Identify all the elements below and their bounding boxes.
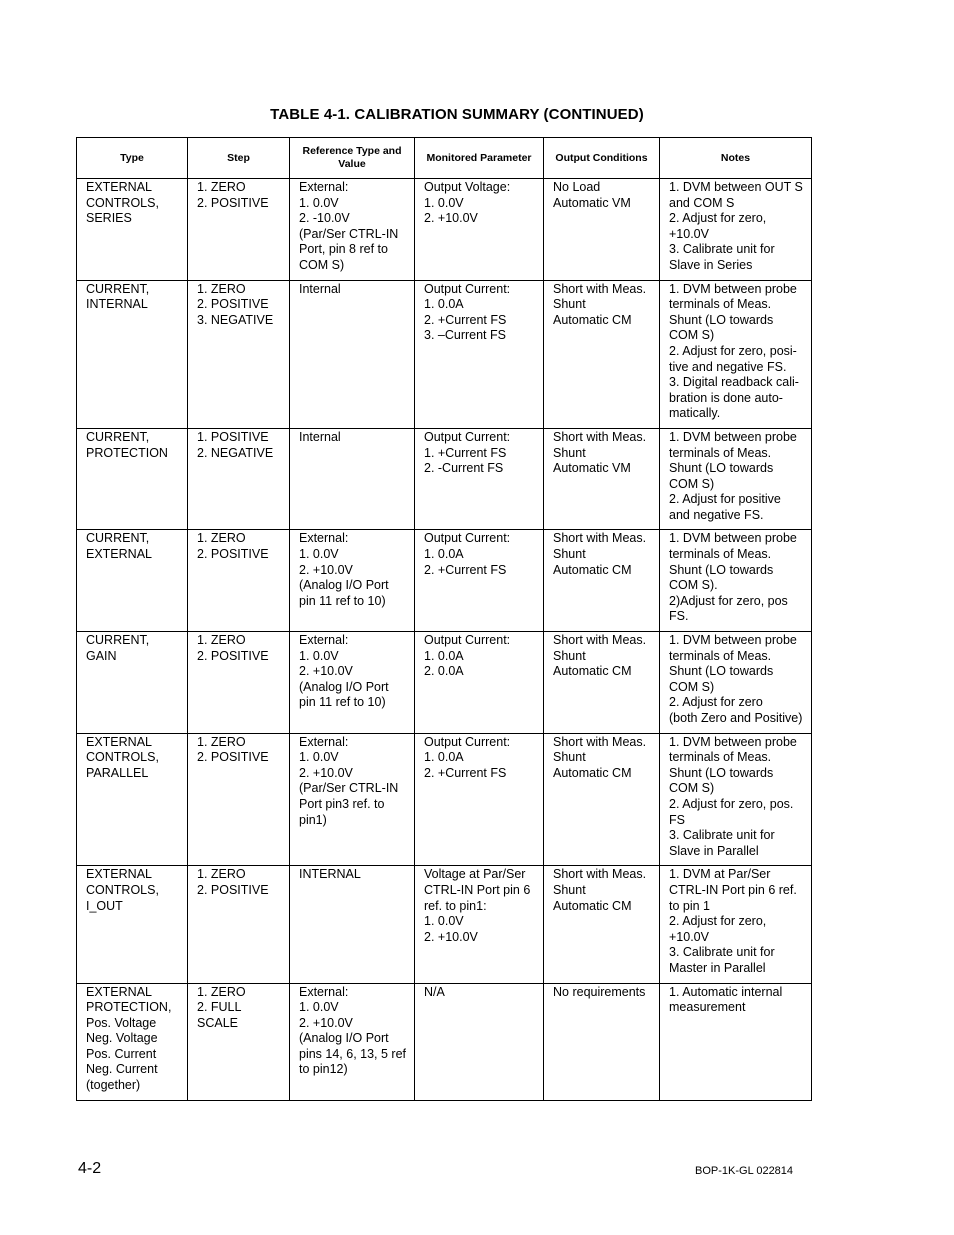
cell-text-line: (Analog I/O Port [299, 679, 389, 694]
cell-text-line: terminals of Meas. [669, 445, 772, 460]
cell-text-line: pin1) [299, 812, 327, 827]
cell-text-line: 1. DVM between probe [669, 281, 797, 296]
cell-type [77, 983, 188, 1100]
header-reference: Reference Type and Value [290, 138, 415, 179]
cell-text-line: Slave in Parallel [669, 843, 759, 858]
cell-output-conditions [544, 280, 660, 428]
cell-text-line: Automatic CM [553, 898, 632, 913]
cell-text-line: INTERNAL [299, 867, 361, 882]
cell-text-line: 1. DVM between probe [669, 531, 797, 546]
cell-text-line: Output Voltage: [424, 180, 511, 194]
table-row [77, 530, 812, 632]
cell-text-line: 1. ZERO [197, 633, 246, 648]
cell-text-line: +10.0V [669, 226, 709, 241]
cell-reference [290, 280, 415, 428]
cell-text-line: EXTERNAL [86, 984, 152, 999]
cell-step [188, 983, 290, 1100]
cell-text-line: Internal [299, 281, 341, 296]
cell-text-line: 1. 0.0A [424, 750, 464, 765]
cell-text-line: 1. 0.0A [424, 648, 464, 663]
cell-monitored-parameter [415, 983, 544, 1100]
cell-notes [660, 632, 812, 734]
cell-step [188, 530, 290, 632]
cell-text-line: +10.0V [669, 929, 709, 944]
table-header-row [77, 138, 812, 179]
cell-text-line: N/A [424, 984, 445, 999]
cell-text-line: (Par/Ser CTRL-IN [299, 226, 399, 241]
cell-notes [660, 179, 812, 281]
cell-text-line: Output Current: [424, 281, 511, 296]
cell-text-line: CTRL-IN Port pin 6 [424, 882, 531, 897]
header-output-conditions: Output Conditions [544, 138, 660, 179]
cell-text-line: Neg. Current [86, 1062, 158, 1077]
cell-text-line: 3. Calibrate unit for [669, 828, 775, 843]
cell-reference [290, 428, 415, 530]
cell-text-line: 2. -Current FS [424, 461, 504, 476]
table-row [77, 632, 812, 734]
cell-text-line: 1. 0.0V [299, 547, 339, 562]
cell-text-line: Shunt (LO towards [669, 765, 774, 780]
cell-monitored-parameter [415, 733, 544, 866]
cell-text-line: terminals of Meas. [669, 750, 772, 765]
cell-text-line: 2. Adjust for zero, [669, 914, 767, 929]
table-row [77, 983, 812, 1100]
cell-text-line: 2. +10.0V [299, 765, 353, 780]
cell-text-line: 1. ZERO [197, 734, 246, 749]
cell-text-line: FS [669, 812, 685, 827]
cell-text-line: Shunt (LO towards [669, 312, 774, 327]
cell-text-line: 3. Calibrate unit for [669, 945, 775, 960]
cell-text-line: COM S) [669, 781, 715, 796]
cell-monitored-parameter [415, 179, 544, 281]
page-number: 4-2 [78, 1160, 102, 1177]
cell-text-line: Output Current: [424, 734, 511, 749]
cell-text-line: 2. POSITIVE [197, 750, 269, 765]
cell-text-line: 1. 0.0A [424, 547, 464, 562]
cell-text-line: CONTROLS, [86, 750, 159, 765]
cell-text-line: COM S) [669, 328, 715, 343]
cell-reference [290, 733, 415, 866]
cell-text-line: EXTERNAL [86, 180, 152, 194]
cell-text-line: Shunt (LO towards [669, 461, 774, 476]
cell-text-line: terminals of Meas. [669, 648, 772, 663]
cell-text-line: 2. POSITIVE [197, 547, 269, 562]
cell-text-line: CURRENT, [86, 633, 150, 648]
cell-text-line: 1. DVM between OUT S [669, 180, 803, 194]
cell-text-line: pin 11 ref to 10) [299, 593, 386, 608]
cell-text-line: Automatic VM [553, 195, 631, 210]
cell-text-line: Shunt [553, 750, 586, 765]
cell-text-line: 2. +10.0V [424, 929, 478, 944]
cell-text-line: 1. 0.0V [299, 195, 339, 210]
cell-text-line: (both Zero and Positive) [669, 711, 803, 725]
cell-text-line: 2. FULL [197, 1000, 242, 1015]
cell-text-line: EXTERNAL [86, 734, 152, 749]
cell-text-line: terminals of Meas. [669, 297, 772, 312]
cell-text-line: (Analog I/O Port [299, 578, 389, 593]
cell-text-line: 1. DVM at Par/Ser [669, 867, 771, 882]
cell-output-conditions [544, 632, 660, 734]
cell-text-line: 1. 0.0V [299, 1000, 339, 1015]
cell-notes [660, 280, 812, 428]
cell-text-line: I_OUT [86, 898, 123, 913]
cell-text-line: 3. –Current FS [424, 328, 506, 343]
cell-text-line: Shunt [553, 547, 586, 562]
cell-text-line: Shunt [553, 297, 586, 312]
cell-text-line: No requirements [553, 984, 646, 999]
cell-text-line: 1. ZERO [197, 867, 246, 882]
cell-text-line: 3. Calibrate unit for [669, 242, 775, 257]
cell-text-line: Internal [299, 429, 341, 444]
cell-text-line: 2)Adjust for zero, pos [669, 593, 788, 608]
cell-text-line: No Load [553, 180, 601, 194]
cell-notes [660, 530, 812, 632]
cell-text-line: Shunt (LO towards [669, 664, 774, 679]
cell-reference [290, 632, 415, 734]
cell-text-line: CURRENT, [86, 531, 150, 546]
cell-monitored-parameter [415, 632, 544, 734]
calibration-summary-table [76, 137, 812, 1101]
cell-step [188, 866, 290, 983]
cell-text-line: 1. 0.0V [424, 914, 464, 929]
cell-text-line: to pin12) [299, 1062, 348, 1077]
table-row [77, 179, 812, 281]
table-row [77, 866, 812, 983]
cell-text-line: 2. +10.0V [299, 1015, 353, 1030]
cell-text-line: (Par/Ser CTRL-IN [299, 781, 399, 796]
cell-text-line: Automatic CM [553, 562, 632, 577]
cell-text-line: bration is done auto- [669, 390, 783, 405]
cell-output-conditions [544, 983, 660, 1100]
cell-text-line: Pos. Voltage [86, 1015, 157, 1030]
cell-step [188, 428, 290, 530]
cell-type [77, 280, 188, 428]
cell-text-line: EXTERNAL [86, 867, 152, 882]
cell-reference [290, 179, 415, 281]
cell-monitored-parameter [415, 530, 544, 632]
cell-monitored-parameter [415, 280, 544, 428]
cell-type [77, 866, 188, 983]
table-row [77, 280, 812, 428]
cell-text-line: (together) [86, 1078, 141, 1093]
cell-text-line: Short with Meas. [553, 281, 647, 296]
cell-text-line: 2. +Current FS [424, 312, 507, 327]
cell-type [77, 428, 188, 530]
header-type: Type [77, 138, 188, 179]
cell-text-line: CONTROLS, [86, 195, 159, 210]
cell-text-line: pins 14, 6, 13, 5 ref [299, 1046, 407, 1061]
cell-output-conditions [544, 179, 660, 281]
cell-text-line: CONTROLS, [86, 882, 159, 897]
cell-text-line: External: [299, 531, 349, 546]
cell-text-line: External: [299, 633, 349, 648]
cell-text-line: Port, pin 8 ref to [299, 242, 388, 257]
cell-text-line: PROTECTION [86, 445, 168, 460]
cell-text-line: 1. ZERO [197, 180, 246, 194]
cell-text-line: 1. DVM between probe [669, 429, 797, 444]
cell-text-line: 1. POSITIVE [197, 429, 269, 444]
cell-monitored-parameter [415, 866, 544, 983]
cell-text-line: SCALE [197, 1015, 238, 1030]
cell-text-line: 1. Automatic internal [669, 984, 783, 999]
cell-text-line: terminals of Meas. [669, 547, 772, 562]
cell-text-line: 1. ZERO [197, 984, 246, 999]
cell-monitored-parameter [415, 428, 544, 530]
table-title: TABLE 4-1. CALIBRATION SUMMARY (CONTINUED) [270, 106, 644, 123]
cell-text-line: matically. [669, 406, 721, 421]
cell-text-line: 2. -10.0V [299, 211, 350, 226]
cell-text-line: 2. Adjust for zero [669, 695, 763, 710]
cell-text-line: Slave in Series [669, 257, 753, 272]
cell-text-line: CURRENT, [86, 429, 150, 444]
cell-text-line: Voltage at Par/Ser [424, 867, 526, 882]
cell-text-line: 2. +Current FS [424, 765, 507, 780]
cell-text-line: 1. 0.0V [299, 750, 339, 765]
cell-output-conditions [544, 733, 660, 866]
cell-text-line: External: [299, 180, 349, 194]
cell-text-line: measurement [669, 1000, 746, 1015]
cell-text-line: COM S) [669, 476, 715, 491]
cell-text-line: 2. NEGATIVE [197, 445, 274, 460]
cell-text-line: 3. NEGATIVE [197, 312, 274, 327]
cell-text-line: Shunt [553, 882, 586, 897]
cell-text-line: (Analog I/O Port [299, 1031, 389, 1046]
cell-text-line: Short with Meas. [553, 734, 647, 749]
cell-type [77, 632, 188, 734]
cell-text-line: 2. Adjust for zero, posi- [669, 343, 797, 358]
cell-text-line: Output Current: [424, 429, 511, 444]
cell-text-line: Port pin3 ref. to [299, 796, 385, 811]
cell-text-line: 1. 0.0V [299, 648, 339, 663]
cell-text-line: 1. ZERO [197, 281, 246, 296]
cell-type [77, 530, 188, 632]
cell-text-line: ref. to pin1: [424, 898, 487, 913]
cell-output-conditions [544, 530, 660, 632]
cell-text-line: Shunt (LO towards [669, 562, 774, 577]
cell-text-line: pin 11 ref to 10) [299, 695, 386, 710]
cell-text-line: and negative FS. [669, 507, 764, 522]
cell-text-line: Automatic VM [553, 461, 631, 476]
cell-text-line: 2. POSITIVE [197, 882, 269, 897]
cell-notes [660, 983, 812, 1100]
cell-text-line: Short with Meas. [553, 633, 647, 648]
cell-text-line: External: [299, 984, 349, 999]
cell-text-line: Output Current: [424, 531, 511, 546]
cell-text-line: Neg. Voltage [86, 1031, 158, 1046]
cell-step [188, 733, 290, 866]
cell-text-line: PROTECTION, [86, 1000, 172, 1015]
cell-text-line: 1. ZERO [197, 531, 246, 546]
cell-text-line: 1. DVM between probe [669, 633, 797, 648]
cell-text-line: 1. 0.0V [424, 195, 464, 210]
cell-text-line: PARALLEL [86, 765, 149, 780]
cell-text-line: Output Current: [424, 633, 511, 648]
cell-text-line: 1. 0.0A [424, 297, 464, 312]
cell-text-line: Short with Meas. [553, 867, 647, 882]
cell-reference [290, 866, 415, 983]
cell-text-line: Automatic CM [553, 664, 632, 679]
cell-text-line: 2. 0.0A [424, 664, 464, 679]
cell-text-line: SERIES [86, 211, 132, 226]
header-notes: Notes [660, 138, 812, 179]
cell-text-line: 2. Adjust for zero, [669, 211, 767, 226]
cell-text-line: INTERNAL [86, 297, 148, 312]
cell-notes [660, 866, 812, 983]
cell-step [188, 179, 290, 281]
cell-text-line: tive and negative FS. [669, 359, 787, 374]
cell-notes [660, 428, 812, 530]
cell-text-line: COM S) [669, 679, 715, 694]
cell-text-line: Automatic CM [553, 312, 632, 327]
cell-type [77, 179, 188, 281]
cell-type [77, 733, 188, 866]
cell-text-line: CTRL-IN Port pin 6 ref. [669, 882, 797, 897]
cell-text-line: Automatic CM [553, 765, 632, 780]
cell-text-line: External: [299, 734, 349, 749]
cell-output-conditions [544, 866, 660, 983]
cell-text-line: 2. +Current FS [424, 562, 507, 577]
cell-text-line: Shunt [553, 445, 586, 460]
cell-text-line: Shunt [553, 648, 586, 663]
cell-text-line: Short with Meas. [553, 429, 647, 444]
cell-reference [290, 530, 415, 632]
cell-step [188, 280, 290, 428]
cell-step [188, 632, 290, 734]
cell-notes [660, 733, 812, 866]
cell-text-line: COM S). [669, 578, 718, 593]
cell-text-line: 1. DVM between probe [669, 734, 797, 749]
cell-text-line: 2. +10.0V [299, 664, 353, 679]
table-row [77, 428, 812, 530]
table-body [77, 179, 812, 1101]
cell-output-conditions [544, 428, 660, 530]
cell-reference [290, 983, 415, 1100]
table-row [77, 733, 812, 866]
cell-text-line: EXTERNAL [86, 547, 152, 562]
cell-text-line: Master in Parallel [669, 960, 766, 975]
cell-text-line: 2. POSITIVE [197, 648, 269, 663]
cell-text-line: 1. +Current FS [424, 445, 507, 460]
cell-text-line: 2. +10.0V [424, 211, 478, 226]
cell-text-line: to pin 1 [669, 898, 711, 913]
cell-text-line: and COM S [669, 195, 735, 210]
cell-text-line: FS. [669, 609, 689, 624]
cell-text-line: GAIN [86, 648, 117, 663]
cell-text-line: 3. Digital readback cali- [669, 375, 799, 390]
cell-text-line: Pos. Current [86, 1046, 157, 1061]
cell-text-line: 2. Adjust for positive [669, 492, 781, 507]
cell-text-line: 2. POSITIVE [197, 195, 269, 210]
cell-text-line: 2. +10.0V [299, 562, 353, 577]
cell-text-line: Short with Meas. [553, 531, 647, 546]
cell-text-line: CURRENT, [86, 281, 150, 296]
header-step: Step [188, 138, 290, 179]
header-monitored-parameter: Monitored Parameter [415, 138, 544, 179]
cell-text-line: COM S) [299, 257, 345, 272]
cell-text-line: 2. Adjust for zero, pos. [669, 796, 794, 811]
document-id: BOP-1K-GL 022814 [695, 1165, 794, 1177]
cell-text-line: 2. POSITIVE [197, 297, 269, 312]
